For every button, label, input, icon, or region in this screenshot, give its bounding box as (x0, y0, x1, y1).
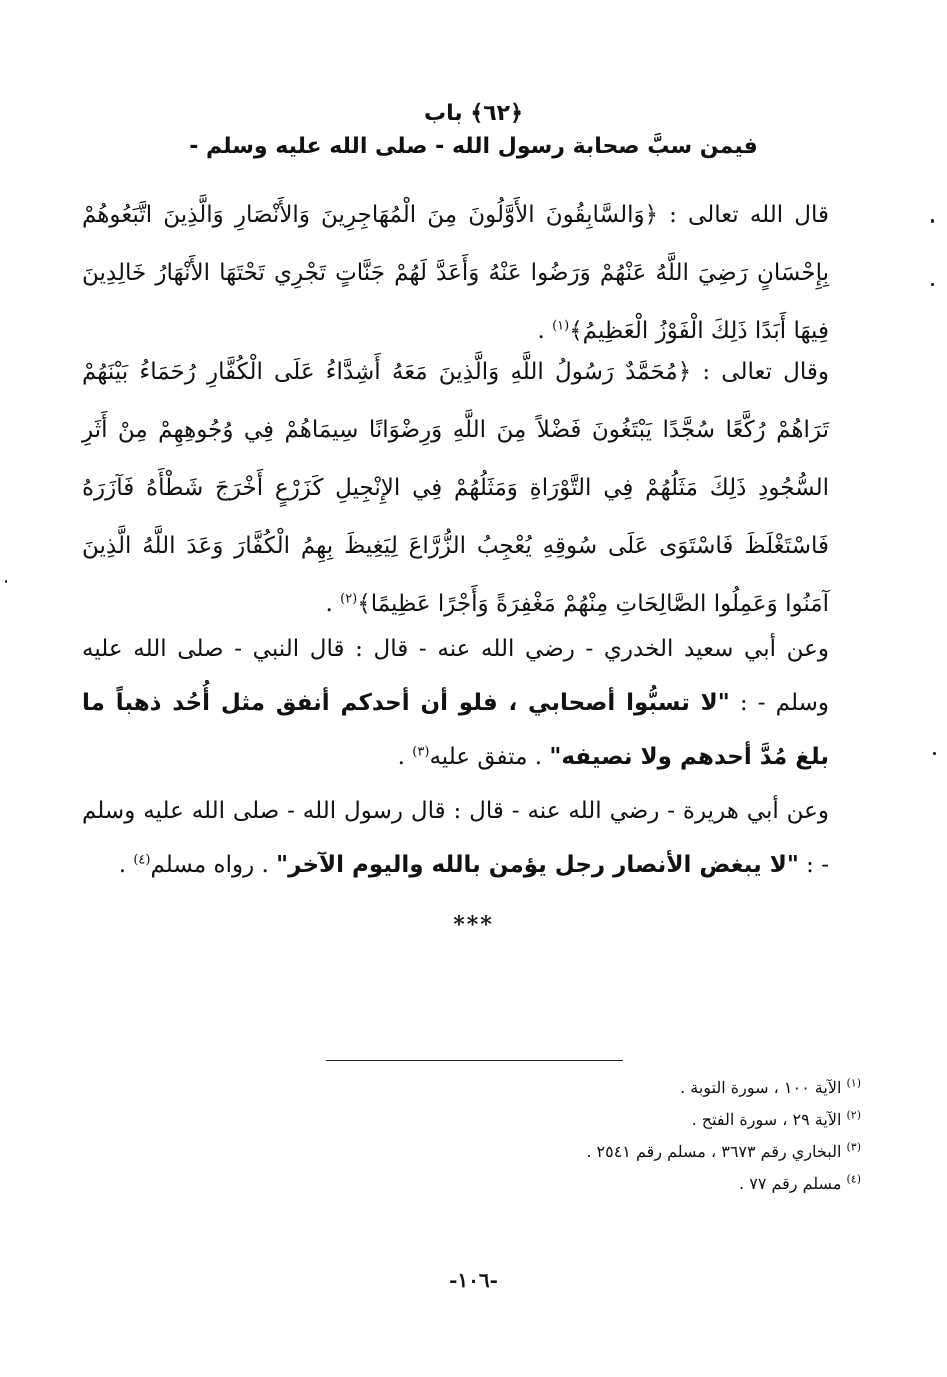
paragraph-hadith-1 (82, 622, 829, 784)
hadith-text: "لا تسبُّوا أصحابي ، فلو أن أحدكم أنفق مثل أُحُد ذهباً ما بلغ مُدَّ أحدهم ولا نصيفه" (82, 690, 829, 770)
scan-speck (5, 580, 7, 583)
footnote-text: الآية ٢٩ ، سورة الفتح . (691, 1110, 847, 1129)
footnote-ref[interactable]: (٣) (412, 744, 430, 760)
footnote-number: (٤) (846, 1172, 861, 1186)
paragraph-intro: قال الله تعالى : (658, 202, 829, 228)
section-separator: *** (453, 912, 494, 938)
footnote-number: (١) (846, 1076, 861, 1090)
hadith-source: . رواه مسلم (150, 852, 277, 878)
footnote-item (261, 1072, 861, 1104)
paragraph-tail: . (397, 744, 413, 770)
chapter-heading (150, 97, 797, 163)
quran-verse: ﴿مُحَمَّدٌ رَسُولُ اللَّهِ وَالَّذِينَ مَعَهُ أَشِدَّاءُ عَلَى الْكُفَّارِ رُحَمَاءُ بَيْنَهُمْ تَرَاهُمْ رُكَّعًا سُجَّدًا يَبْتَغُونَ فَضْلاً مِنَ اللَّهِ وَرِضْوَانًا سِيمَاهُمْ فِي وُجُوهِهِمْ مِنْ أَثَرِ السُّجُودِ ذَلِكَ مَثَلُهُمْ فِي التَّوْرَاةِ وَمَثَلُهُمْ فِي الإِنْجِيلِ كَزَرْعٍ أَخْرَجَ شَطْأَهُ فَآزَرَهُ فَاسْتَغْلَظَ فَاسْتَوَى عَلَى سُوقِهِ يُعْجِبُ الزُّرَّاعَ لِيَغِيظَ بِهِمُ الْكُفَّارَ وَعَدَ اللَّهُ الَّذِينَ آمَنُوا وَعَمِلُوا الصَّالِحَاتِ مِنْهُمْ مَغْفِرَةً وَأَجْرًا عَظِيمًا﴾ (82, 359, 830, 617)
paragraph-hadith-2 (82, 784, 829, 892)
paragraph-intro: وعن أبي سعيد الخدري - رضي الله عنه - قال : قال النبي - صلى الله عليه وسلم - : (82, 636, 829, 716)
scan-speck (931, 219, 934, 223)
quran-verse: ﴿وَالسَّابِقُونَ الأَوَّلُونَ مِنَ الْمُهَاجِرِينَ وَالأَنْصَارِ وَالَّذِينَ اتَّبَعُوهُمْ بِإِحْسَانٍ رَضِيَ اللَّهُ عَنْهُمْ وَرَضُوا عَنْهُ وَأَعَدَّ لَهُمْ جَنَّاتٍ تَجْرِي تَحْتَهَا الأَنْهَارُ خَالِدِينَ فِيهَا أَبَدًا ذَلِكَ الْفَوْزُ الْعَظِيمُ﴾ (82, 202, 829, 344)
footnote-divider (326, 1060, 623, 1061)
hadith-text: "لا يبغض الأنصار رجل يؤمن بالله واليوم الآخر" (276, 852, 799, 878)
paragraph-tail: . (118, 852, 134, 878)
paragraph-intro: وعن أبي هريرة - رضي الله عنه - قال : قال رسول الله - صلى الله عليه وسلم - : (82, 798, 829, 878)
footnote-item (261, 1168, 861, 1200)
hadith-source: . متفق عليه (429, 744, 550, 770)
footnote-item (261, 1136, 861, 1168)
paragraph-quran-2 (82, 343, 829, 633)
footnotes (261, 1072, 861, 1200)
chapter-title: فيمن سبَّ صحابة رسول الله - صلى الله عليه وسلم - (189, 134, 758, 159)
footnote-ref[interactable]: (٤) (133, 852, 151, 868)
scan-speck (933, 752, 936, 755)
page-number: -١٠٦- (449, 1268, 498, 1292)
footnote-ref[interactable]: (٢) (340, 591, 358, 607)
footnote-text: مسلم رقم ٧٧ . (739, 1174, 847, 1193)
footnote-text: البخاري رقم ٣٦٧٣ ، مسلم رقم ٢٥٤١ . (586, 1142, 847, 1161)
paragraph-intro: وقال تعالى : (691, 359, 830, 385)
scan-speck (931, 283, 934, 286)
footnote-number: (٢) (846, 1108, 861, 1122)
footnote-number: (٣) (846, 1140, 861, 1154)
footnote-text: الآية ١٠٠ ، سورة التوبة . (680, 1078, 847, 1097)
paragraph-quran-1 (82, 186, 829, 360)
footnote-item (261, 1104, 861, 1136)
paragraph-tail: . (537, 318, 553, 344)
footnote-ref[interactable]: (١) (552, 318, 570, 334)
chapter-number: ﴿٦٢﴾ باب (424, 101, 523, 126)
paragraph-tail: . (325, 591, 341, 617)
